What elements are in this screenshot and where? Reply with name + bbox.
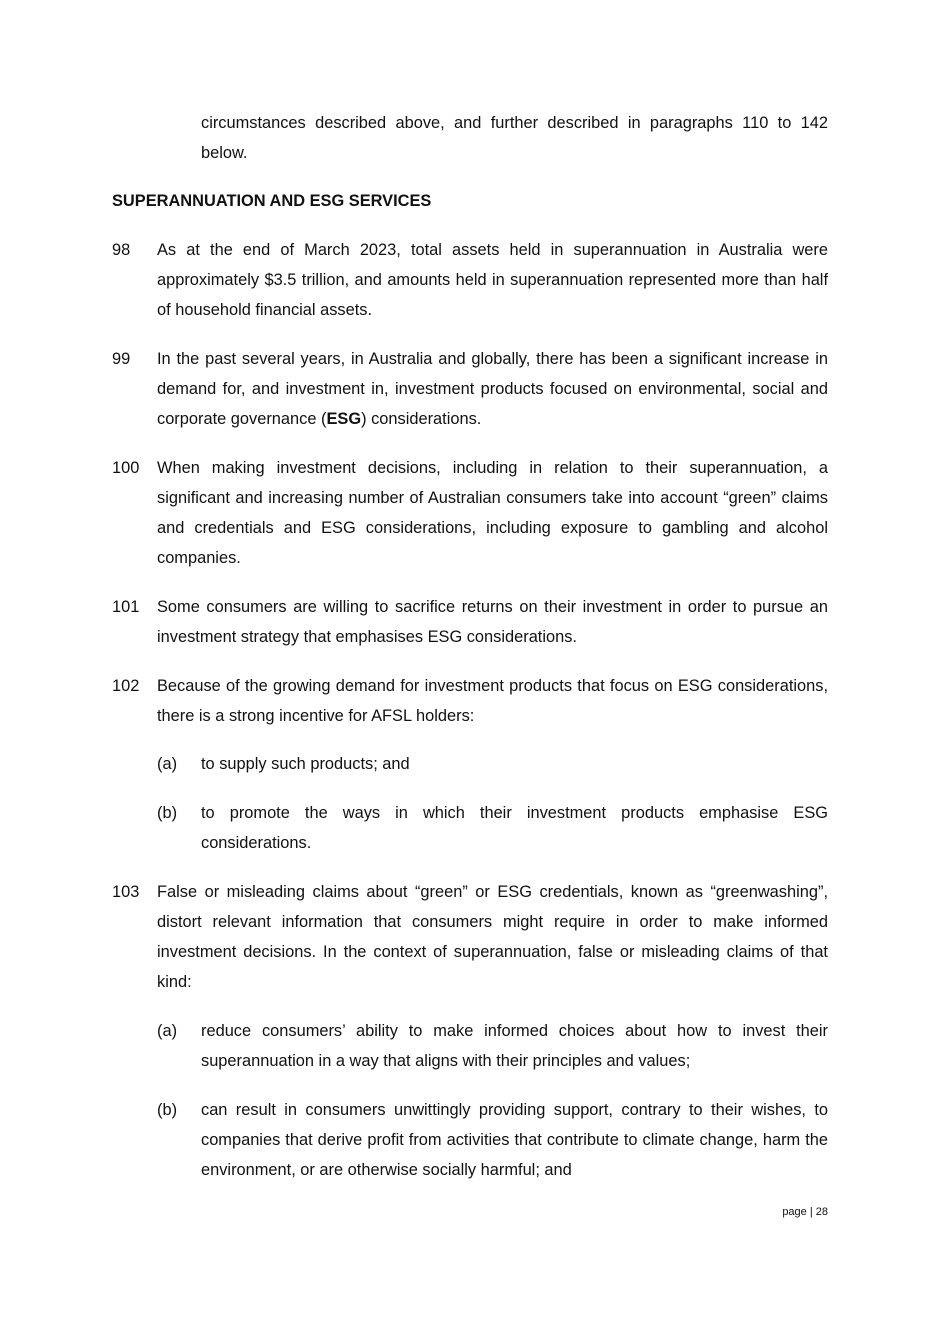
subparagraph-label: (b) bbox=[157, 804, 178, 822]
paragraph-102 bbox=[112, 671, 828, 731]
subparagraph-text: can result in consumers unwittingly providing support, contrary to their wishes, to companies that derive profit from activities that contribute to climate change, harm the environment, or are otherwise socially harmful; and bbox=[201, 1101, 828, 1179]
paragraph-text-part: ) considerations. bbox=[361, 410, 482, 428]
paragraph-text: When making investment decisions, including in relation to their superannuation, a significant and increasing number of Australian consumers take into account “green” claims and credentials and ESG considerations, including exposure to gambling and alcohol companies. bbox=[157, 459, 828, 567]
subparagraph-text: reduce consumers’ ability to make informed choices about how to invest their superannuation in a way that aligns with their principles and values; bbox=[201, 1022, 828, 1070]
subparagraph-label: (a) bbox=[157, 755, 178, 773]
paragraph-text: As at the end of March 2023, total assets held in superannuation in Australia were approximately $3.5 trillion, and amounts held in superannuation represented more than half of household financial assets. bbox=[157, 241, 828, 319]
paragraph-text-part: In the past several years, in Australia and globally, there has been a significant increase in demand for, and investment in, investment products focused on environmental, social and corporate governance ( bbox=[157, 350, 828, 428]
paragraph-98 bbox=[112, 235, 828, 325]
page-number-footer: page | 28 bbox=[782, 1206, 828, 1218]
subparagraph-102a bbox=[157, 749, 828, 779]
paragraph-101 bbox=[112, 592, 828, 652]
subparagraph-102b bbox=[157, 798, 828, 858]
paragraph-text: Because of the growing demand for investment products that focus on ESG considerations, there is a strong incentive for AFSL holders: bbox=[157, 677, 828, 725]
paragraph-text bbox=[157, 344, 828, 434]
paragraph-103 bbox=[112, 877, 828, 997]
paragraph-number: 98 bbox=[112, 241, 131, 259]
paragraph-number: 103 bbox=[112, 883, 140, 901]
subparagraph-text: to supply such products; and bbox=[201, 755, 410, 773]
paragraph-number: 102 bbox=[112, 677, 140, 695]
paragraph-100 bbox=[112, 453, 828, 573]
section-heading: SUPERANNUATION AND ESG SERVICES bbox=[112, 192, 432, 210]
paragraph-number: 101 bbox=[112, 598, 140, 616]
paragraph-text: False or misleading claims about “green” or ESG credentials, known as “greenwashing”, distort relevant information that consumers might require in order to make informed investment decisions. In the context of superannuation, false or misleading claims of that kind: bbox=[157, 883, 828, 991]
paragraph-text: Some consumers are willing to sacrifice returns on their investment in order to pursue an investment strategy that emphasises ESG considerations. bbox=[157, 598, 828, 646]
subparagraph-103a bbox=[157, 1016, 828, 1076]
subparagraph-text: to promote the ways in which their investment products emphasise ESG considerations. bbox=[201, 804, 828, 852]
defined-term: ESG bbox=[326, 410, 362, 428]
paragraph-99 bbox=[112, 344, 828, 434]
continuation-paragraph: circumstances described above, and further described in paragraphs 110 to 142 below. bbox=[201, 114, 828, 162]
paragraph-number: 100 bbox=[112, 459, 140, 477]
subparagraph-103b bbox=[157, 1095, 828, 1185]
subparagraph-label: (a) bbox=[157, 1022, 178, 1040]
subparagraph-label: (b) bbox=[157, 1101, 178, 1119]
paragraph-number: 99 bbox=[112, 350, 131, 368]
